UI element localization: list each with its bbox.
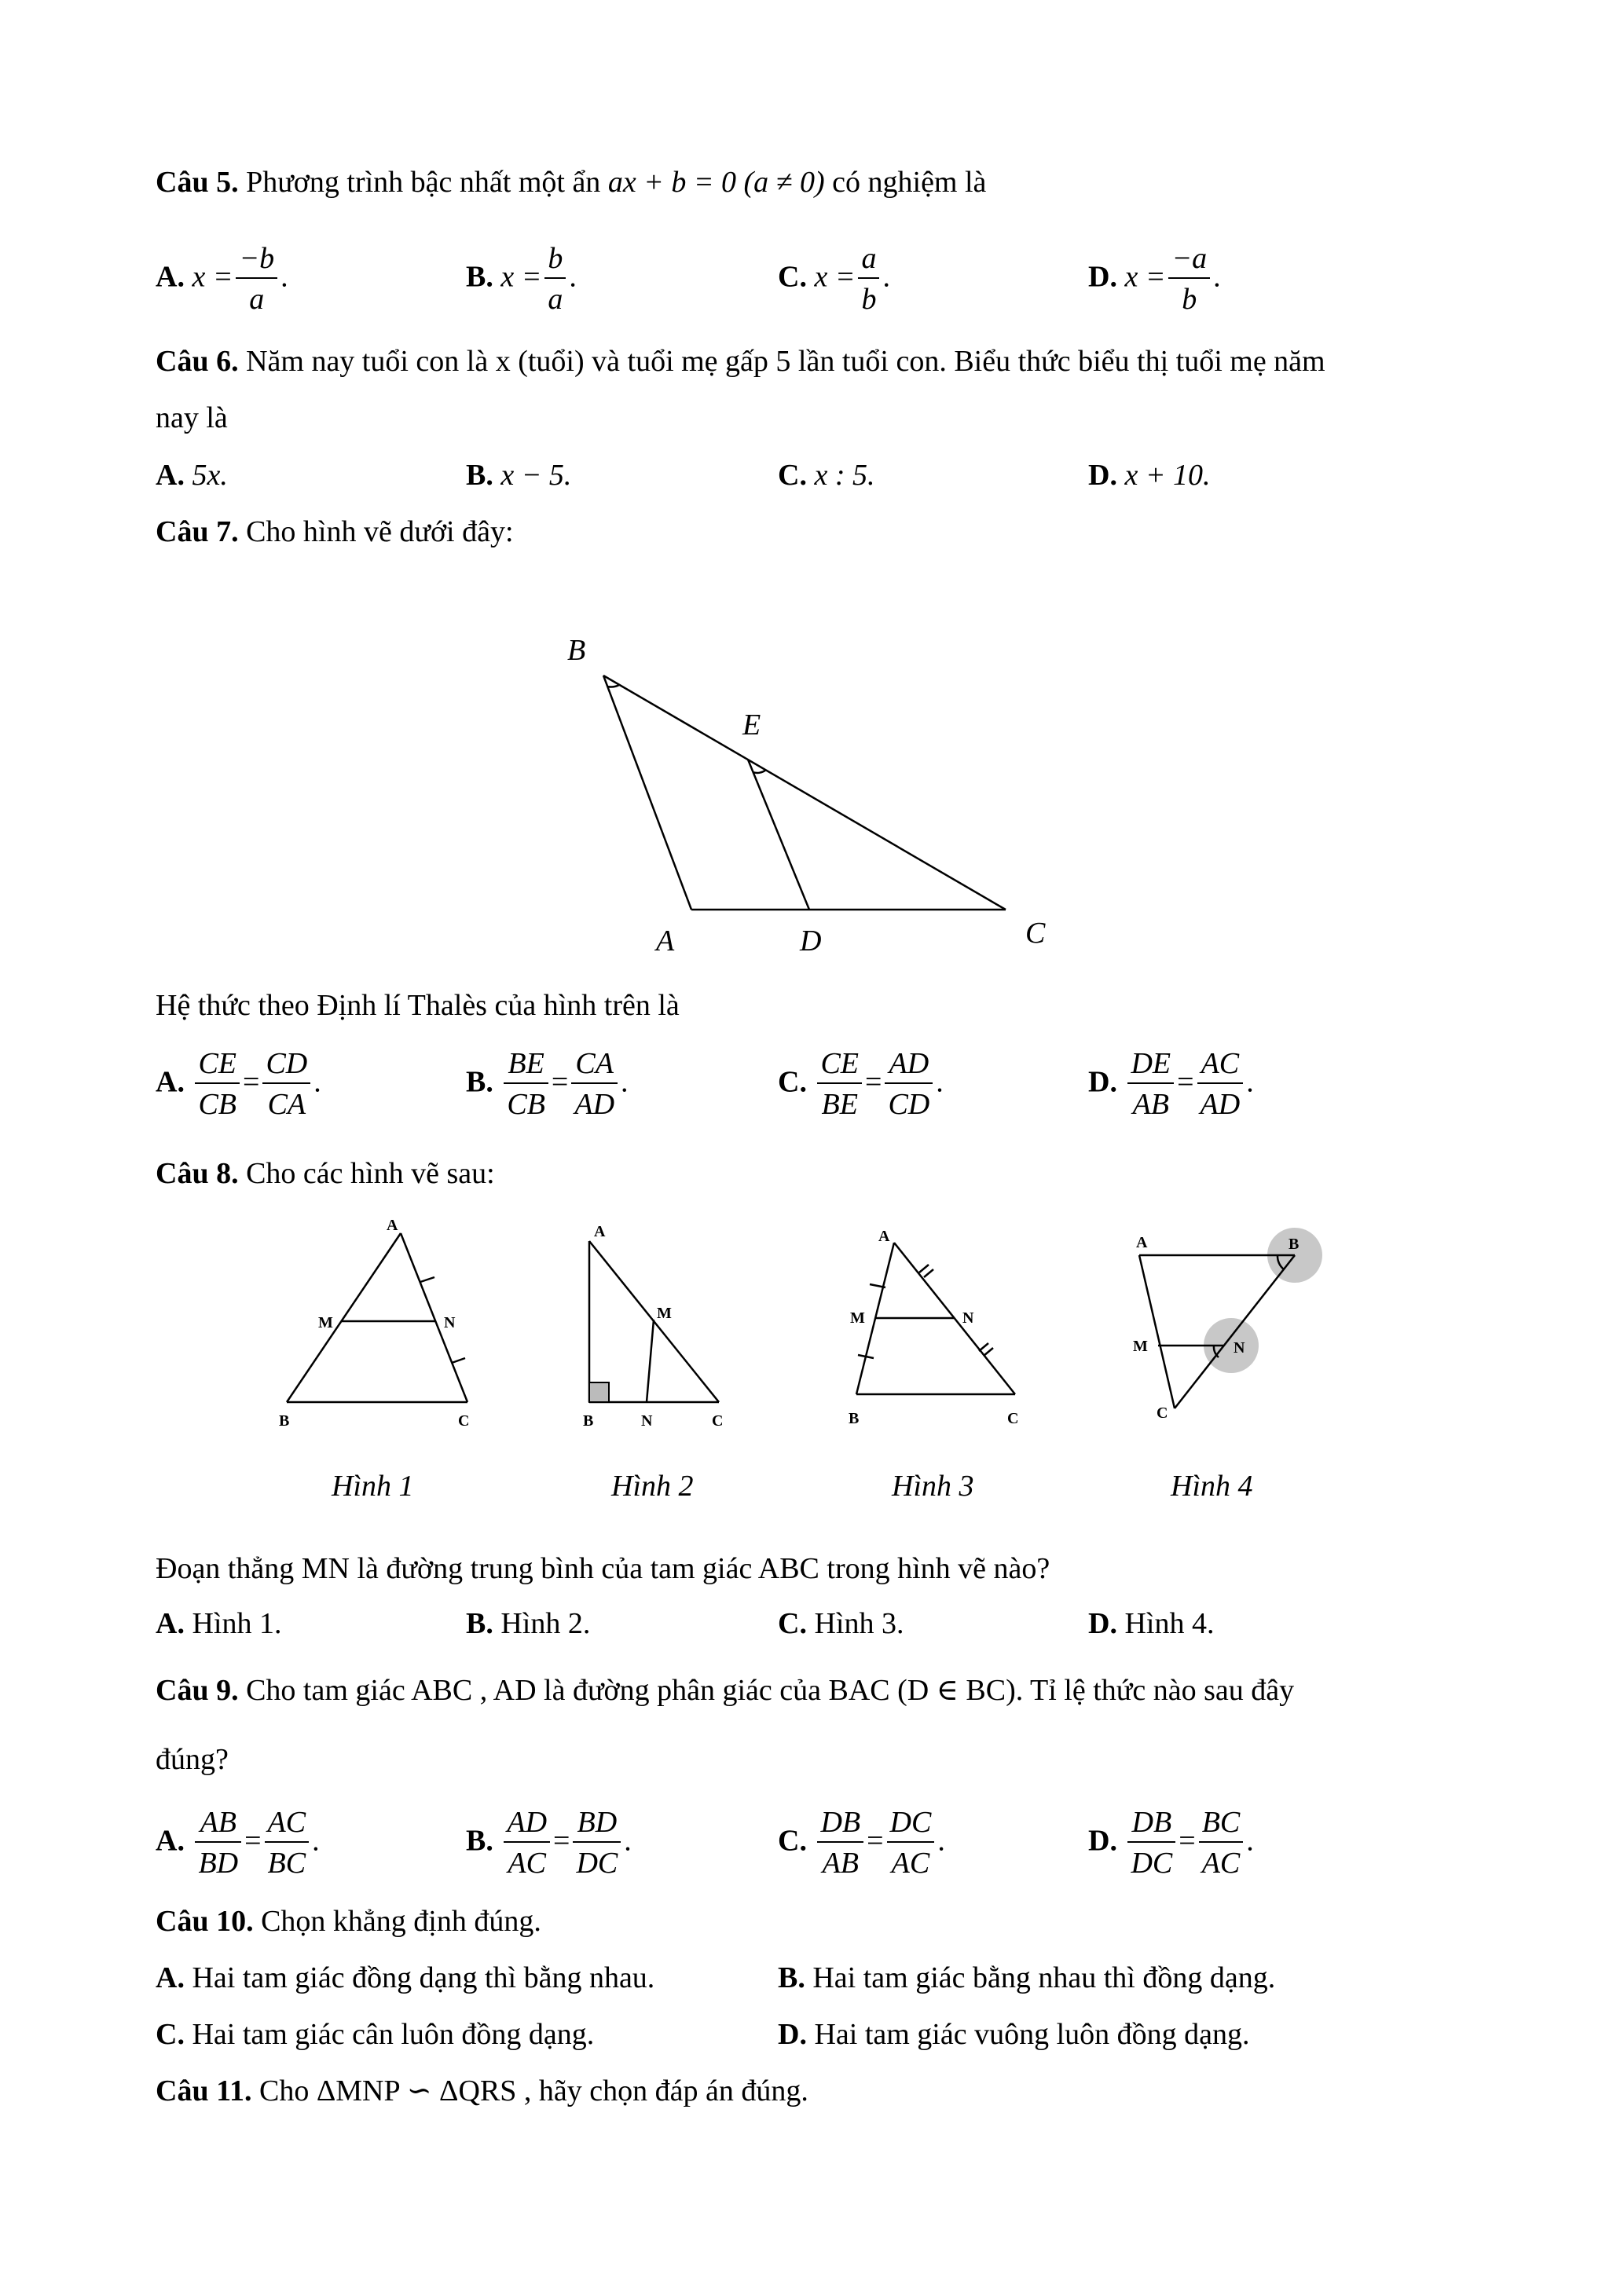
q6-label: Câu 6. bbox=[156, 345, 239, 378]
fraction-left bbox=[817, 1803, 863, 1884]
numerator: DB bbox=[1127, 1803, 1175, 1843]
q5-condition: (a ≠ 0) bbox=[743, 166, 825, 199]
numerator: CD bbox=[262, 1045, 310, 1084]
h4-label-b: B bbox=[1289, 1236, 1300, 1253]
option-key: A. bbox=[156, 1607, 185, 1640]
option-value: Hình 1. bbox=[192, 1607, 282, 1640]
option-tail: . bbox=[882, 260, 890, 294]
q8-stem bbox=[156, 1156, 495, 1191]
fraction-right bbox=[573, 1803, 621, 1884]
fraction bbox=[544, 240, 566, 320]
segment-ba bbox=[603, 676, 691, 910]
option-tail: . bbox=[1246, 1824, 1254, 1858]
option-tail: . bbox=[1213, 260, 1221, 294]
q10-option-d[interactable] bbox=[778, 2017, 1250, 2052]
fraction-right bbox=[265, 1803, 310, 1884]
denominator: CD bbox=[888, 1088, 930, 1121]
numerator: BC bbox=[1199, 1803, 1244, 1843]
h2-label-m: M bbox=[657, 1305, 672, 1322]
option-tail: . bbox=[621, 1065, 629, 1099]
q11-text: Cho ΔMNP ∽ ΔQRS , hãy chọn đáp án đúng. bbox=[251, 2074, 808, 2107]
h3-label-n: N bbox=[962, 1309, 974, 1327]
denominator: b bbox=[1182, 283, 1197, 316]
option-lhs: x = bbox=[192, 260, 233, 294]
denominator: AB bbox=[822, 1847, 859, 1880]
option-key: C. bbox=[156, 2018, 185, 2051]
q8-option-b[interactable] bbox=[466, 1606, 590, 1641]
caption-hinh-3: Hình 3 bbox=[892, 1470, 974, 1503]
q5-option-a[interactable] bbox=[156, 240, 288, 320]
caption-hinh-1: Hình 1 bbox=[332, 1470, 414, 1503]
q5-label: Câu 5. bbox=[156, 166, 239, 199]
fraction-right bbox=[885, 1045, 933, 1125]
angle-mark-e bbox=[753, 770, 766, 773]
option-value: Hai tam giác bằng nhau thì đồng dạng. bbox=[805, 1961, 1276, 1994]
denominator: AC bbox=[508, 1847, 546, 1880]
option-key: B. bbox=[778, 1961, 805, 1994]
option-key: C. bbox=[778, 1065, 807, 1099]
q10-stem bbox=[156, 1904, 541, 1939]
q8-text: Cho các hình vẽ sau: bbox=[238, 1157, 495, 1190]
point-label-c: C bbox=[1025, 917, 1046, 950]
numerator: AD bbox=[504, 1803, 550, 1843]
option-value: x : 5. bbox=[814, 459, 875, 492]
denominator: b bbox=[861, 283, 877, 316]
option-key: A. bbox=[156, 1961, 185, 1994]
fraction-right bbox=[1197, 1045, 1244, 1125]
point-label-d: D bbox=[800, 925, 822, 958]
option-key: A. bbox=[156, 1824, 185, 1858]
option-key: C. bbox=[778, 1607, 807, 1640]
q7-option-d[interactable]: D. $\frac{DE}{AB}$ = $\frac{AC}{AD}$ . bbox=[1088, 1045, 1254, 1125]
option-key: B. bbox=[466, 1607, 493, 1640]
denominator: a bbox=[548, 283, 563, 316]
numerator: BD bbox=[573, 1803, 621, 1843]
q6-option-c[interactable] bbox=[778, 458, 874, 493]
denominator: DC bbox=[1131, 1847, 1173, 1880]
q5-option-b[interactable] bbox=[466, 240, 577, 320]
h3-label-m: M bbox=[850, 1309, 865, 1327]
option-tail: . bbox=[280, 260, 288, 294]
option-key: D. bbox=[1088, 1607, 1117, 1640]
q6-option-d[interactable] bbox=[1088, 458, 1210, 493]
h1-label-m: M bbox=[318, 1314, 333, 1331]
q5-equation: ax + b = 0 bbox=[607, 166, 736, 199]
option-key: D. bbox=[778, 2018, 807, 2051]
point-label-a: A bbox=[656, 925, 675, 958]
fraction bbox=[236, 240, 277, 320]
q8-option-a[interactable] bbox=[156, 1606, 281, 1641]
h4-label-c: C bbox=[1157, 1404, 1168, 1422]
q8-question: Đoạn thẳng MN là đường trung bình của tam giác ABC trong hình vẽ nào? bbox=[156, 1552, 1050, 1585]
numerator: CE bbox=[195, 1045, 240, 1084]
h1-label-a: A bbox=[387, 1218, 398, 1234]
q11-stem bbox=[156, 2074, 808, 2108]
fraction-left bbox=[817, 1045, 862, 1125]
option-key: D. bbox=[1088, 459, 1117, 492]
q5-option-d[interactable] bbox=[1088, 240, 1221, 320]
option-key: A. bbox=[156, 459, 185, 492]
option-value: Hình 3. bbox=[814, 1607, 904, 1640]
numerator: AD bbox=[885, 1045, 933, 1084]
q7-question: Hệ thức theo Định lí Thalès của hình trên là bbox=[156, 989, 680, 1022]
h4-label-a: A bbox=[1136, 1234, 1148, 1251]
numerator: −b bbox=[236, 240, 277, 279]
option-value: Hình 2. bbox=[500, 1607, 591, 1640]
option-value: 5x. bbox=[192, 459, 228, 492]
denominator: BD bbox=[198, 1847, 239, 1880]
q7-option-b[interactable]: B. $\frac{BE}{CB}$ = $\frac{CA}{AD}$ . bbox=[466, 1045, 629, 1125]
point-label-e: E bbox=[742, 709, 761, 742]
q8-option-d[interactable] bbox=[1088, 1606, 1214, 1641]
h2-label-c: C bbox=[712, 1412, 724, 1430]
denominator: AB bbox=[1132, 1088, 1169, 1121]
q10-option-c[interactable] bbox=[156, 2017, 594, 2052]
q10-option-a[interactable] bbox=[156, 1961, 654, 1995]
q10-option-b[interactable] bbox=[778, 1961, 1275, 1995]
fraction-right bbox=[262, 1045, 310, 1125]
fraction bbox=[858, 240, 879, 320]
point-label-b: B bbox=[567, 634, 586, 667]
fraction-right bbox=[887, 1803, 935, 1884]
right-angle-mark bbox=[589, 1382, 609, 1402]
q7-text: Cho hình vẽ dưới đây: bbox=[238, 515, 514, 548]
numerator: CE bbox=[817, 1045, 862, 1084]
option-key: A. bbox=[156, 1065, 185, 1099]
fraction-left bbox=[1127, 1045, 1174, 1125]
q7-option-a[interactable]: A. $\frac{CE}{CB}$ = $\frac{CD}{CA}$ . bbox=[156, 1045, 321, 1125]
fraction-left bbox=[195, 1803, 241, 1884]
segment-bc bbox=[603, 676, 1006, 910]
option-tail: . bbox=[1246, 1065, 1254, 1099]
option-tail: . bbox=[569, 260, 577, 294]
h1-label-c: C bbox=[458, 1412, 470, 1430]
q8-option-c[interactable] bbox=[778, 1606, 904, 1641]
option-value: Hai tam giác đồng dạng thì bằng nhau. bbox=[184, 1961, 655, 1994]
option-key: D. bbox=[1088, 1065, 1117, 1099]
option-lhs: x = bbox=[500, 260, 542, 294]
numerator: AC bbox=[1197, 1045, 1244, 1084]
numerator: DE bbox=[1127, 1045, 1174, 1084]
q9-option-a[interactable]: A. $\frac{AB}{BD}$ = $\frac{AC}{BC}$ . bbox=[156, 1803, 320, 1884]
option-lhs: x = bbox=[814, 260, 856, 294]
option-tail: . bbox=[312, 1824, 320, 1858]
q10-text: Chọn khẳng định đúng. bbox=[253, 1905, 541, 1938]
q7-stem bbox=[156, 514, 514, 549]
h2-label-n: N bbox=[641, 1412, 653, 1430]
numerator: AB bbox=[195, 1803, 241, 1843]
option-tail: . bbox=[313, 1065, 321, 1099]
h2-label-a: A bbox=[594, 1223, 606, 1240]
h4-label-n: N bbox=[1234, 1339, 1245, 1357]
option-key: B. bbox=[466, 1065, 493, 1099]
option-tail: . bbox=[936, 1065, 944, 1099]
denominator: AD bbox=[574, 1088, 615, 1121]
fraction bbox=[1168, 240, 1210, 320]
option-value: Hai tam giác cân luôn đồng dạng. bbox=[184, 2018, 595, 2051]
q9-option-c[interactable]: C. $\frac{DB}{AB}$ = $\frac{DC}{AC}$ . bbox=[778, 1803, 945, 1884]
angle-mark-b bbox=[607, 685, 619, 687]
q6-text-line2: nay là bbox=[156, 401, 228, 434]
q8-figure-2 bbox=[566, 1218, 739, 1430]
q5-option-c[interactable] bbox=[778, 240, 890, 320]
denominator: CB bbox=[507, 1088, 545, 1121]
fraction-left bbox=[504, 1045, 548, 1125]
h3-label-b: B bbox=[849, 1410, 860, 1427]
option-key: B. bbox=[466, 260, 493, 294]
option-tail: . bbox=[624, 1824, 632, 1858]
option-key: B. bbox=[466, 1824, 493, 1858]
q9-option-b[interactable]: B. $\frac{AD}{AC}$ = $\frac{BD}{DC}$ . bbox=[466, 1803, 632, 1884]
option-tail: . bbox=[937, 1824, 945, 1858]
q10-label: Câu 10. bbox=[156, 1905, 254, 1938]
denominator: CA bbox=[267, 1088, 306, 1121]
q5-text-after: có nghiệm là bbox=[824, 166, 987, 199]
q9-stem bbox=[156, 1673, 1294, 1708]
q9-text-line2: đúng? bbox=[156, 1743, 229, 1776]
option-key: C. bbox=[778, 260, 807, 294]
h1-label-n: N bbox=[444, 1314, 456, 1331]
denominator: BC bbox=[267, 1847, 306, 1880]
q11-label: Câu 11. bbox=[156, 2074, 252, 2107]
numerator: AC bbox=[265, 1803, 310, 1843]
denominator: AC bbox=[891, 1847, 930, 1880]
caption-hinh-4: Hình 4 bbox=[1171, 1470, 1253, 1503]
option-key: C. bbox=[778, 459, 807, 492]
numerator: BE bbox=[504, 1045, 548, 1084]
q8-figure-3 bbox=[841, 1218, 1037, 1430]
fraction-left bbox=[504, 1803, 550, 1884]
denominator: AD bbox=[1200, 1088, 1241, 1121]
option-key: D. bbox=[1088, 260, 1117, 294]
option-key: C. bbox=[778, 1824, 807, 1858]
q8-label: Câu 8. bbox=[156, 1157, 239, 1190]
q9-option-d[interactable]: D. $\frac{DB}{DC}$ = $\frac{BC}{AC}$ . bbox=[1088, 1803, 1254, 1884]
q6-stem bbox=[156, 344, 1325, 379]
segment-ed bbox=[748, 760, 809, 910]
q8-figure-1 bbox=[267, 1218, 503, 1430]
numerator: DB bbox=[817, 1803, 863, 1843]
denominator: CB bbox=[198, 1088, 237, 1121]
numerator: b bbox=[544, 240, 566, 279]
option-value: Hình 4. bbox=[1124, 1607, 1215, 1640]
h3-label-c: C bbox=[1007, 1410, 1019, 1427]
q6-text: Năm nay tuổi con là x (tuổi) và tuổi mẹ gấp 5 lần tuổi con. Biểu thức biểu thị tuổi mẹ năm bbox=[238, 345, 1325, 378]
fraction-left bbox=[1127, 1803, 1175, 1884]
numerator: a bbox=[858, 240, 879, 279]
q5-text: Phương trình bậc nhất một ẩn bbox=[238, 166, 608, 199]
h1-label-b: B bbox=[279, 1412, 290, 1430]
denominator: AC bbox=[1201, 1847, 1241, 1880]
h4-label-m: M bbox=[1133, 1338, 1148, 1355]
q9-label: Câu 9. bbox=[156, 1674, 239, 1707]
numerator: DC bbox=[887, 1803, 935, 1843]
option-key: D. bbox=[1088, 1824, 1117, 1858]
option-value: x + 10. bbox=[1124, 459, 1211, 492]
option-value: Hai tam giác vuông luôn đồng dạng. bbox=[806, 2018, 1250, 2051]
caption-hinh-2: Hình 2 bbox=[611, 1470, 694, 1503]
fraction-right bbox=[571, 1045, 618, 1125]
option-value: x − 5. bbox=[500, 459, 572, 492]
denominator: BE bbox=[821, 1088, 858, 1121]
q5-stem bbox=[156, 165, 986, 200]
fraction-left bbox=[195, 1045, 240, 1125]
q7-option-c[interactable]: C. $\frac{CE}{BE}$ = $\frac{AD}{CD}$ . bbox=[778, 1045, 944, 1125]
numerator: CA bbox=[571, 1045, 618, 1084]
q7-label: Câu 7. bbox=[156, 515, 239, 548]
q8-figure-4 bbox=[1124, 1218, 1344, 1430]
numerator: −a bbox=[1168, 240, 1210, 279]
q6-option-b[interactable] bbox=[466, 458, 571, 493]
h2-label-b: B bbox=[583, 1412, 594, 1430]
option-lhs: x = bbox=[1124, 260, 1166, 294]
option-key: B. bbox=[466, 459, 493, 492]
option-key: A. bbox=[156, 260, 185, 294]
q9-text: Cho tam giác ABC , AD là đường phân giác của BAC (D ∈ BC). Tỉ lệ thức nào sau đây bbox=[238, 1674, 1295, 1707]
q6-option-a[interactable] bbox=[156, 458, 228, 493]
h3-label-a: A bbox=[878, 1228, 890, 1245]
denominator: a bbox=[249, 283, 265, 316]
denominator: DC bbox=[576, 1847, 618, 1880]
q7-triangle-figure bbox=[550, 621, 1084, 966]
fraction-right bbox=[1199, 1803, 1244, 1884]
